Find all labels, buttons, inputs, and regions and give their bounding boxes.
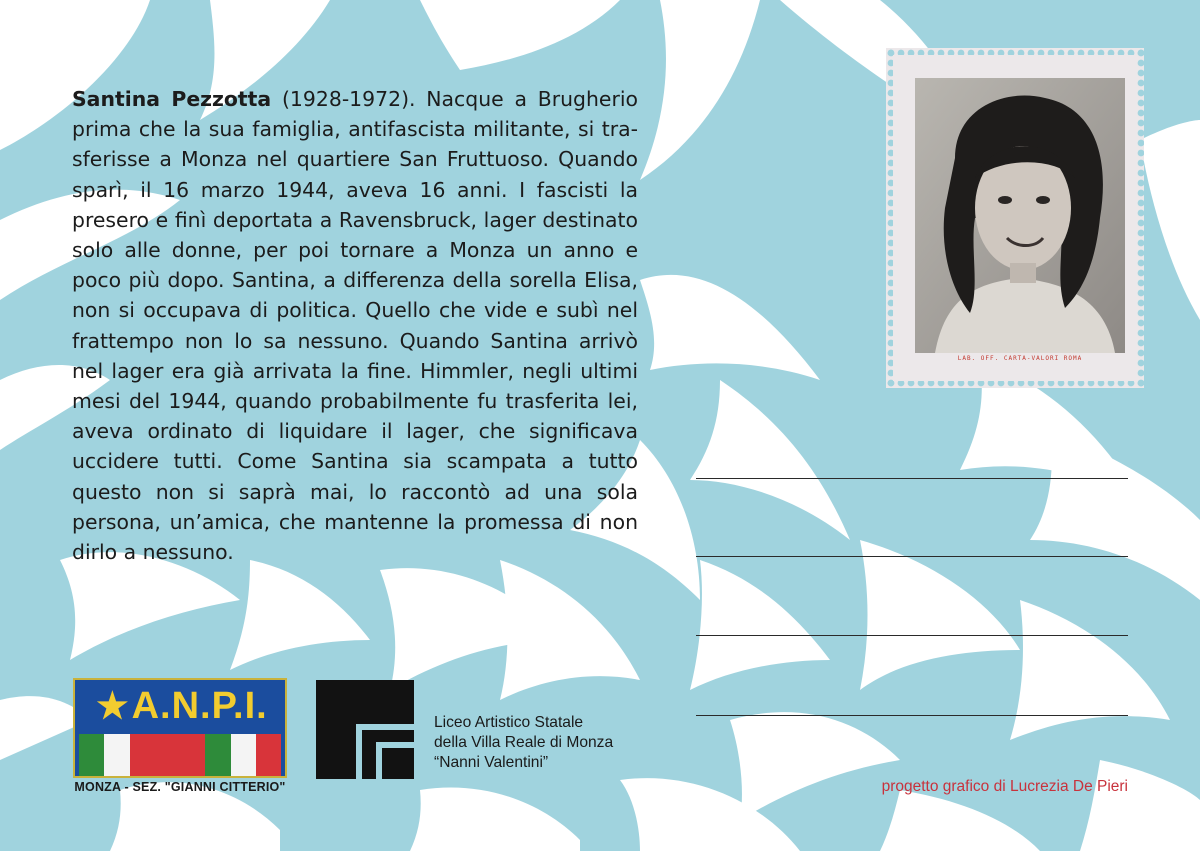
address-line (696, 478, 1128, 479)
portrait-photo-icon (915, 78, 1125, 353)
project-credit: progetto grafico di Lucrezia De Pieri (881, 778, 1128, 795)
liceo-logo-icon (316, 680, 414, 779)
address-line (696, 715, 1128, 716)
liceo-line-1: Liceo Artistico Statale (434, 714, 584, 731)
stamp-credit: LAB. OFF. CARTA-VALORI ROMA (957, 355, 1083, 362)
liceo-line-2: della Villa Reale di Monza (434, 734, 614, 751)
liceo-line-3: “Nanni Valentini” (434, 754, 549, 771)
star-icon: ★ (96, 685, 130, 726)
anpi-subtitle: MONZA - SEZ. "GIANNI CITTERIO" (74, 780, 286, 794)
anpi-title-text: A.N.P.I. (131, 685, 268, 727)
anpi-logo (73, 678, 287, 800)
liceo-name (434, 713, 613, 773)
address-line (696, 635, 1128, 636)
biography-body: (1928-1972). Nacque a Brugherio prima che la sua famiglia, antifascista militante, si trasferisse a Monza nel quartiere San Fruttuoso. Quando sparì, il 16 marzo 1944, aveva 16 anni. I fascisti la presero e finì deportata a Ravensbruck, lager destinato solo alle donne, per poi tornare a Monza un anno e poco più dopo. Santina, a differenza della sorella Elisa, non si occupava di politica. Quello che vide e subì nel frattempo non lo sa nessuno. Quando Santina arrivò nel lager era già arrivata la fine. Himmler, negli ultimi mesi del 1944, quando probabilmente fu trasferita lei, aveva ordinato di liquidare il lager, che significava uccidere tutti. Come Santina sia scampata a tutto questo non si saprà mai, lo raccontò ad una sola persona, un’amica, che mantenne la promessa di non dirlo a nessuno. (72, 87, 638, 565)
italian-flag-strip (79, 734, 281, 776)
anpi-badge (73, 678, 287, 778)
anpi-title (75, 686, 289, 726)
biography-name: Santina Pezzotta (72, 87, 272, 111)
biography-text (72, 84, 638, 567)
address-line (696, 556, 1128, 557)
